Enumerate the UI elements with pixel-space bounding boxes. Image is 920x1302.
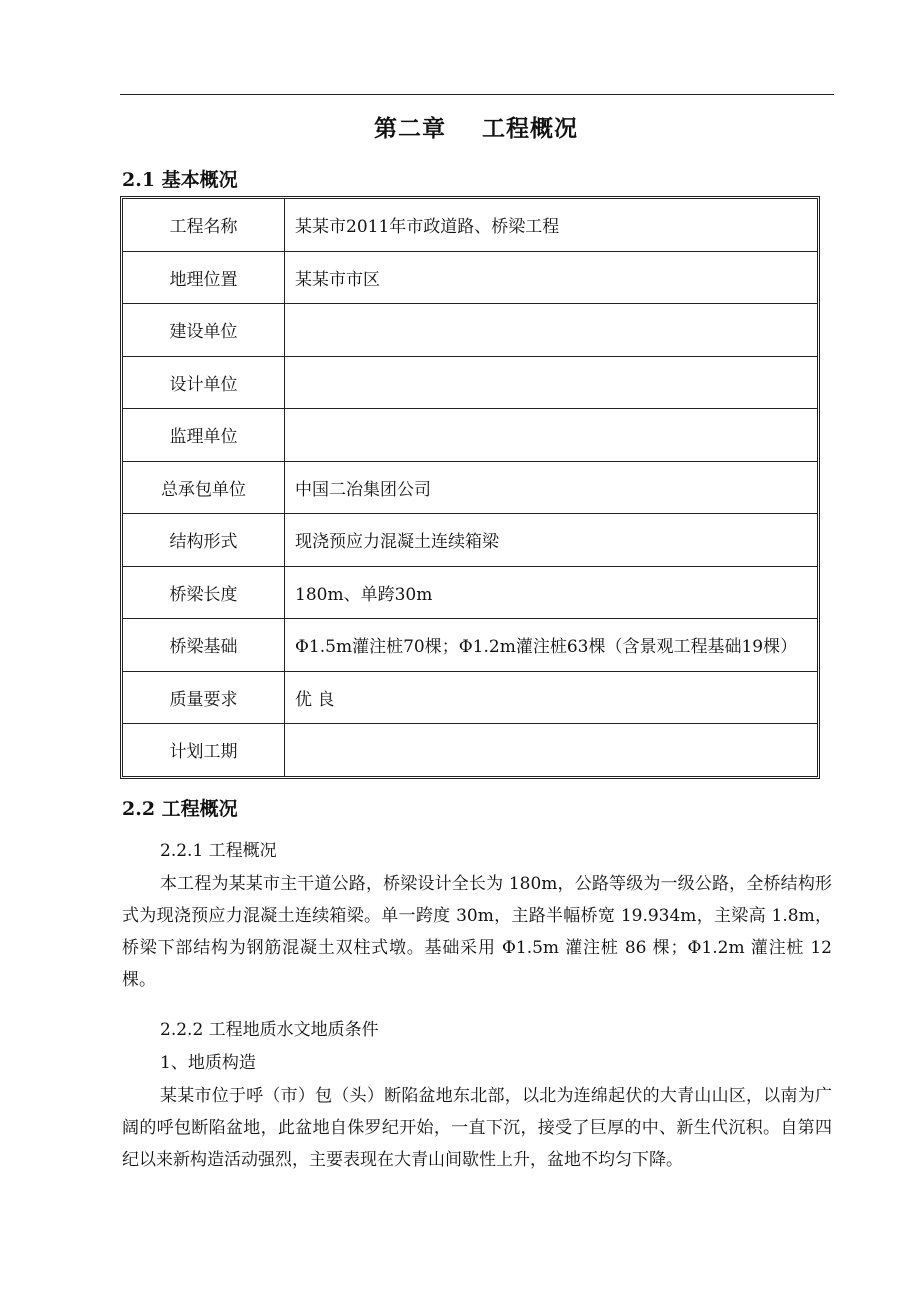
row-value: [285, 409, 817, 462]
row-label: 监理单位: [123, 409, 285, 462]
table-row: [123, 357, 817, 410]
row-label: 桥梁长度: [123, 567, 285, 620]
row-label: 桥梁基础: [123, 619, 285, 672]
table-row: [123, 409, 817, 462]
row-value: 现浇预应力混凝土连续箱梁: [285, 514, 817, 567]
section-heading-2-2: 2.2 工程概况: [122, 798, 238, 820]
paragraph-geology: 某某市位于呼（市）包（头）断陷盆地东北部，以北为连绵起伏的大青山山区，以南为广阔的呼包断陷盆地，此盆地自侏罗纪开始，一直下沉，接受了巨厚的中、新生代沉积。自第四纪以来新构造活动强烈，主要表现在大青山间歇性上升，盆地不均匀下降。: [122, 1086, 832, 1170]
table-row: [123, 724, 817, 776]
row-value: [285, 724, 817, 776]
row-value: 某某市2011年市政道路、桥梁工程: [285, 199, 817, 252]
row-label: 建设单位: [123, 304, 285, 357]
table-row: [123, 462, 817, 515]
row-value: Φ1.5m灌注桩70棵；Φ1.2m灌注桩63棵（含景观工程基础19棵）: [285, 619, 817, 672]
table-row: [123, 514, 817, 567]
table-row: [123, 567, 817, 620]
project-info-table: [120, 196, 820, 779]
row-label: 总承包单位: [123, 462, 285, 515]
row-value: 某某市市区: [285, 252, 817, 305]
row-label: 计划工期: [123, 724, 285, 776]
row-value: 中国二冶集团公司: [285, 462, 817, 515]
subsection-heading-2-2-2: 2.2.2 工程地质水文地质条件: [160, 1020, 379, 1040]
row-label: 地理位置: [123, 252, 285, 305]
row-value: 180m、单跨30m: [285, 567, 817, 620]
table-row: [123, 252, 817, 305]
row-value: 优 良: [285, 672, 817, 725]
chapter-title: 第二章 工程概况: [373, 115, 579, 142]
row-label: 结构形式: [123, 514, 285, 567]
table-row: [123, 619, 817, 672]
subsection-heading-2-2-1: 2.2.1 工程概况: [160, 841, 277, 861]
row-label: 设计单位: [123, 357, 285, 410]
row-label: 工程名称: [123, 199, 285, 252]
table-row: [123, 304, 817, 357]
header-rule: [120, 94, 834, 95]
section-heading-2-1: 2.1 基本概况: [122, 169, 238, 191]
table-row: [123, 672, 817, 725]
table-row: [123, 199, 817, 252]
row-label: 质量要求: [123, 672, 285, 725]
subsection-heading-geology: 1、地质构造: [160, 1053, 256, 1073]
row-value: [285, 357, 817, 410]
row-value: [285, 304, 817, 357]
paragraph-project-overview: 本工程为某某市主干道公路，桥梁设计全长为 180m，公路等级为一级公路，全桥结构形式为现浇预应力混凝土连续箱梁。单一跨度 30m，主路半幅桥宽 19.934m，主梁高 1.8m，桥梁下部结构为钢筋混凝土双柱式墩。基础采用 Φ1.5m 灌注桩 86 棵；Φ1.2m 灌注桩 12 棵。: [122, 874, 832, 990]
